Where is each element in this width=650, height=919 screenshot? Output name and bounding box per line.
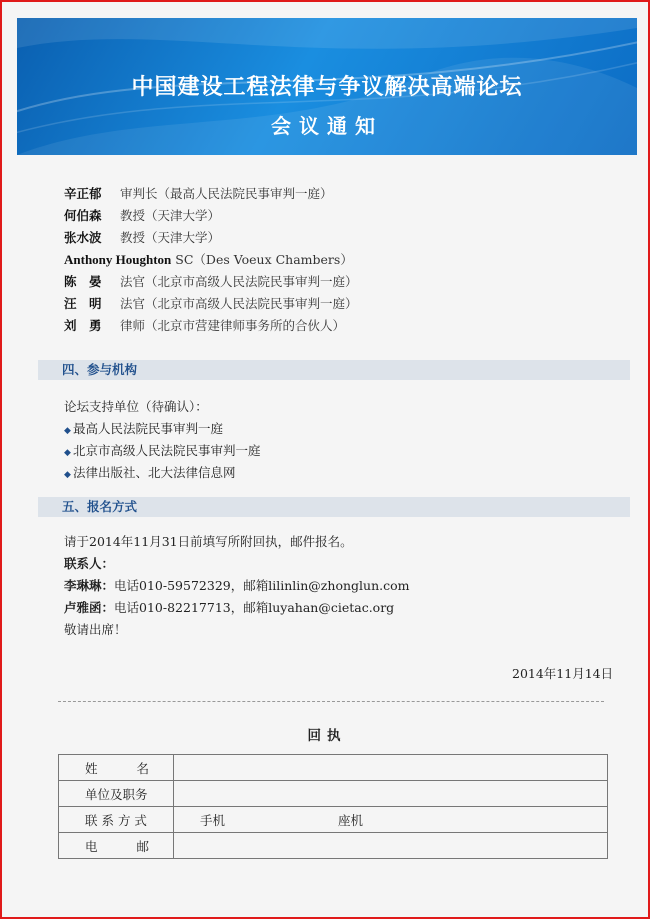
section-heading-institutions: 四、参与机构 [38,360,630,380]
org-label: 单位及职务 [59,781,174,807]
section-heading-registration: 五、报名方式 [38,497,630,517]
table-row [59,807,608,833]
speaker-row [64,271,358,293]
speaker-role: 律师（北京市营建律师事务所的合伙人） [119,318,345,333]
list-item [64,462,261,484]
speaker-role: SC（Des Voeux Chambers） [175,252,353,267]
bullet-diamond-icon: ◆ [64,448,71,458]
table-row [59,755,608,781]
bullet-diamond-icon: ◆ [64,470,71,480]
table-row [59,781,608,807]
contact-label: 联系人： [64,556,115,571]
list-item-text: 北京市高级人民法院民事审判一庭 [73,443,261,458]
contact-info: 电话010-82217713，邮箱luyahan@cietac.org [114,600,395,615]
contact-method-field[interactable] [174,807,608,833]
speaker-role: 教授（天津大学） [119,230,220,245]
speaker-role: 法官（北京市高级人民法院民事审判一庭） [119,296,358,311]
email-field[interactable] [174,833,608,859]
speaker-name: 张水波 [64,230,102,245]
institutions-intro: 论坛支持单位（待确认）： [64,399,208,414]
email-label: 电 邮 [59,833,174,859]
contact-row [64,575,409,597]
receipt-form [58,754,608,859]
speaker-name: 辛正郁 [64,186,102,201]
speaker-role: 法官（北京市高级人民法院民事审判一庭） [119,274,358,289]
speaker-name: 陈 晏 [64,274,102,289]
contact-name: 李琳琳： [64,578,115,593]
landline-label: 座机 [338,812,364,828]
list-item [64,418,261,440]
org-field[interactable] [174,781,608,807]
speaker-name: Anthony Houghton [64,252,172,267]
speaker-role: 审判长（最高人民法院民事审判一庭） [119,186,333,201]
registration-instruction: 请于2014年11月31日前填写所附回执，邮件报名。 [64,534,353,549]
speaker-row [64,293,358,315]
receipt-title: 回执 [307,728,347,744]
banner-title: 中国建设工程法律与争议解决高端论坛 [131,75,523,100]
contact-method-label: 联 系 方 式 [59,807,174,833]
speaker-row [64,183,358,205]
speaker-name: 何伯森 [64,208,102,223]
list-item-text: 最高人民法院民事审判一庭 [73,421,224,436]
bullet-diamond-icon: ◆ [64,426,71,436]
list-item [64,440,261,462]
speaker-row [64,249,358,271]
speaker-row [64,227,358,249]
contact-name: 卢雅函： [64,600,115,615]
banner-subtitle: 会议通知 [271,114,383,138]
speaker-row [64,315,358,337]
notice-date: 2014年11月14日 [512,666,614,681]
institutions-block [64,396,261,484]
table-row [59,833,608,859]
speaker-row [64,205,358,227]
name-label: 姓 名 [59,755,174,781]
speaker-list [64,183,358,337]
header-banner [17,18,637,155]
speaker-name: 刘 勇 [64,318,102,333]
dashed-divider [58,701,604,702]
closing-text: 敬请出席！ [64,622,127,637]
mobile-label: 手机 [200,812,226,828]
contact-row [64,597,409,619]
registration-block [64,531,409,641]
speaker-name: 汪 明 [64,296,102,311]
name-field[interactable] [174,755,608,781]
contact-info: 电话010-59572329，邮箱lilinlin@zhonglun.com [114,578,410,593]
speaker-role: 教授（天津大学） [119,208,220,223]
list-item-text: 法律出版社、北大法律信息网 [73,465,236,480]
